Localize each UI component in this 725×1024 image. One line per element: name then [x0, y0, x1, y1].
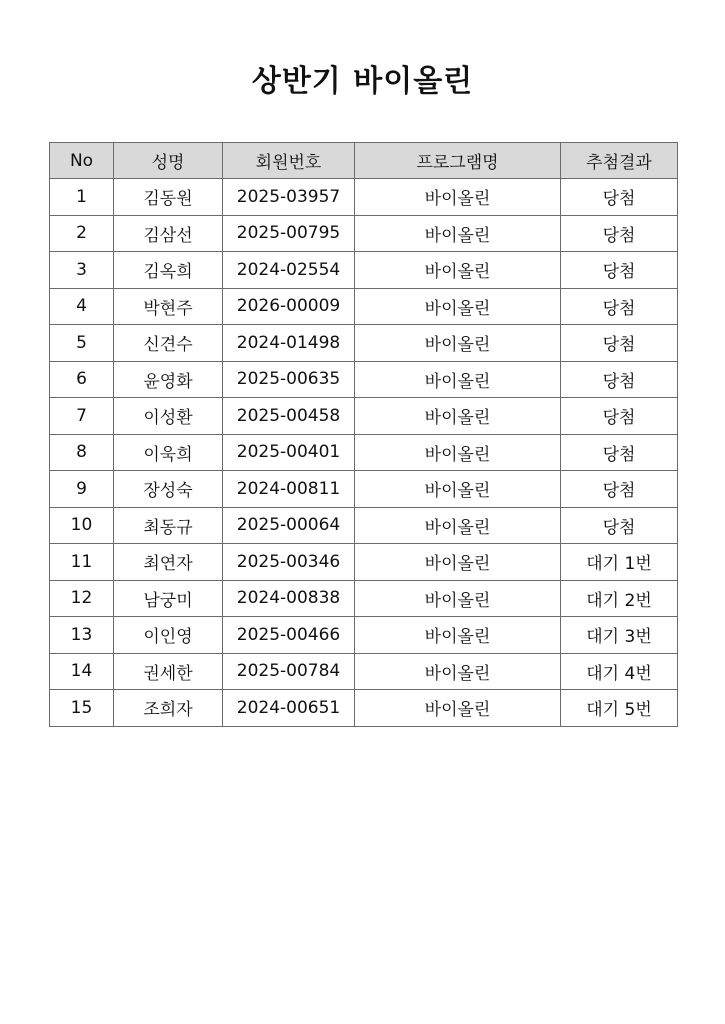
header-name: 성명: [114, 143, 223, 179]
cell-no: 7: [50, 398, 114, 435]
cell-program-name: 바이올린: [355, 617, 561, 654]
cell-no: 14: [50, 653, 114, 690]
cell-program-name: 바이올린: [355, 398, 561, 435]
cell-member-number: 2024-00811: [223, 471, 355, 508]
cell-lottery-result: 대기 1번: [561, 544, 678, 581]
cell-member-number: 2024-00838: [223, 580, 355, 617]
cell-no: 12: [50, 580, 114, 617]
cell-lottery-result: 당첨: [561, 179, 678, 216]
table-row: [50, 653, 678, 690]
cell-program-name: 바이올린: [355, 288, 561, 325]
cell-program-name: 바이올린: [355, 544, 561, 581]
cell-name: 최동규: [114, 507, 223, 544]
cell-member-number: 2025-00064: [223, 507, 355, 544]
cell-name: 김옥희: [114, 252, 223, 289]
cell-member-number: 2026-00009: [223, 288, 355, 325]
cell-member-number: 2025-00635: [223, 361, 355, 398]
cell-lottery-result: 당첨: [561, 325, 678, 362]
cell-lottery-result: 당첨: [561, 252, 678, 289]
cell-lottery-result: 대기 2번: [561, 580, 678, 617]
cell-program-name: 바이올린: [355, 653, 561, 690]
cell-member-number: 2024-00651: [223, 690, 355, 727]
cell-name: 이성환: [114, 398, 223, 435]
cell-no: 5: [50, 325, 114, 362]
cell-no: 13: [50, 617, 114, 654]
cell-name: 김삼선: [114, 215, 223, 252]
cell-member-number: 2024-01498: [223, 325, 355, 362]
cell-program-name: 바이올린: [355, 471, 561, 508]
cell-name: 최연자: [114, 544, 223, 581]
table-row: [50, 507, 678, 544]
table-row: [50, 580, 678, 617]
cell-name: 이인영: [114, 617, 223, 654]
cell-name: 장성숙: [114, 471, 223, 508]
cell-lottery-result: 당첨: [561, 507, 678, 544]
cell-member-number: 2025-00401: [223, 434, 355, 471]
cell-name: 남궁미: [114, 580, 223, 617]
cell-no: 3: [50, 252, 114, 289]
cell-no: 8: [50, 434, 114, 471]
cell-program-name: 바이올린: [355, 434, 561, 471]
cell-program-name: 바이올린: [355, 179, 561, 216]
cell-no: 9: [50, 471, 114, 508]
page-title: 상반기 바이올린: [251, 64, 474, 99]
cell-member-number: 2025-00458: [223, 398, 355, 435]
table-row: [50, 398, 678, 435]
cell-lottery-result: 당첨: [561, 471, 678, 508]
cell-name: 조희자: [114, 690, 223, 727]
cell-no: 2: [50, 215, 114, 252]
cell-no: 4: [50, 288, 114, 325]
cell-member-number: 2025-00795: [223, 215, 355, 252]
cell-program-name: 바이올린: [355, 215, 561, 252]
cell-lottery-result: 당첨: [561, 288, 678, 325]
cell-name: 박현주: [114, 288, 223, 325]
cell-member-number: 2025-00784: [223, 653, 355, 690]
table-row: [50, 434, 678, 471]
cell-name: 이욱희: [114, 434, 223, 471]
cell-program-name: 바이올린: [355, 361, 561, 398]
header-no: No: [50, 143, 114, 179]
header-lottery-result: 추첨결과: [561, 143, 678, 179]
cell-member-number: 2024-02554: [223, 252, 355, 289]
table-header-row: [50, 143, 678, 179]
cell-no: 6: [50, 361, 114, 398]
cell-name: 신견수: [114, 325, 223, 362]
table-row: [50, 617, 678, 654]
cell-program-name: 바이올린: [355, 580, 561, 617]
cell-no: 1: [50, 179, 114, 216]
cell-program-name: 바이올린: [355, 252, 561, 289]
cell-lottery-result: 대기 5번: [561, 690, 678, 727]
table-row: [50, 325, 678, 362]
cell-no: 15: [50, 690, 114, 727]
table-row: [50, 361, 678, 398]
cell-member-number: 2025-03957: [223, 179, 355, 216]
cell-no: 11: [50, 544, 114, 581]
header-program-name: 프로그램명: [355, 143, 561, 179]
lottery-result-table: [49, 142, 678, 727]
cell-lottery-result: 당첨: [561, 215, 678, 252]
cell-member-number: 2025-00346: [223, 544, 355, 581]
cell-lottery-result: 당첨: [561, 361, 678, 398]
cell-name: 윤영화: [114, 361, 223, 398]
table-row: [50, 252, 678, 289]
cell-name: 김동원: [114, 179, 223, 216]
cell-program-name: 바이올린: [355, 690, 561, 727]
table-row: [50, 215, 678, 252]
cell-lottery-result: 당첨: [561, 434, 678, 471]
table-row: [50, 544, 678, 581]
cell-name: 권세한: [114, 653, 223, 690]
header-member-number: 회원번호: [223, 143, 355, 179]
table-row: [50, 471, 678, 508]
table-row: [50, 179, 678, 216]
cell-no: 10: [50, 507, 114, 544]
cell-lottery-result: 대기 3번: [561, 617, 678, 654]
cell-lottery-result: 대기 4번: [561, 653, 678, 690]
cell-program-name: 바이올린: [355, 507, 561, 544]
cell-program-name: 바이올린: [355, 325, 561, 362]
cell-member-number: 2025-00466: [223, 617, 355, 654]
table-row: [50, 690, 678, 727]
cell-lottery-result: 당첨: [561, 398, 678, 435]
table-body: [50, 179, 678, 727]
table-row: [50, 288, 678, 325]
